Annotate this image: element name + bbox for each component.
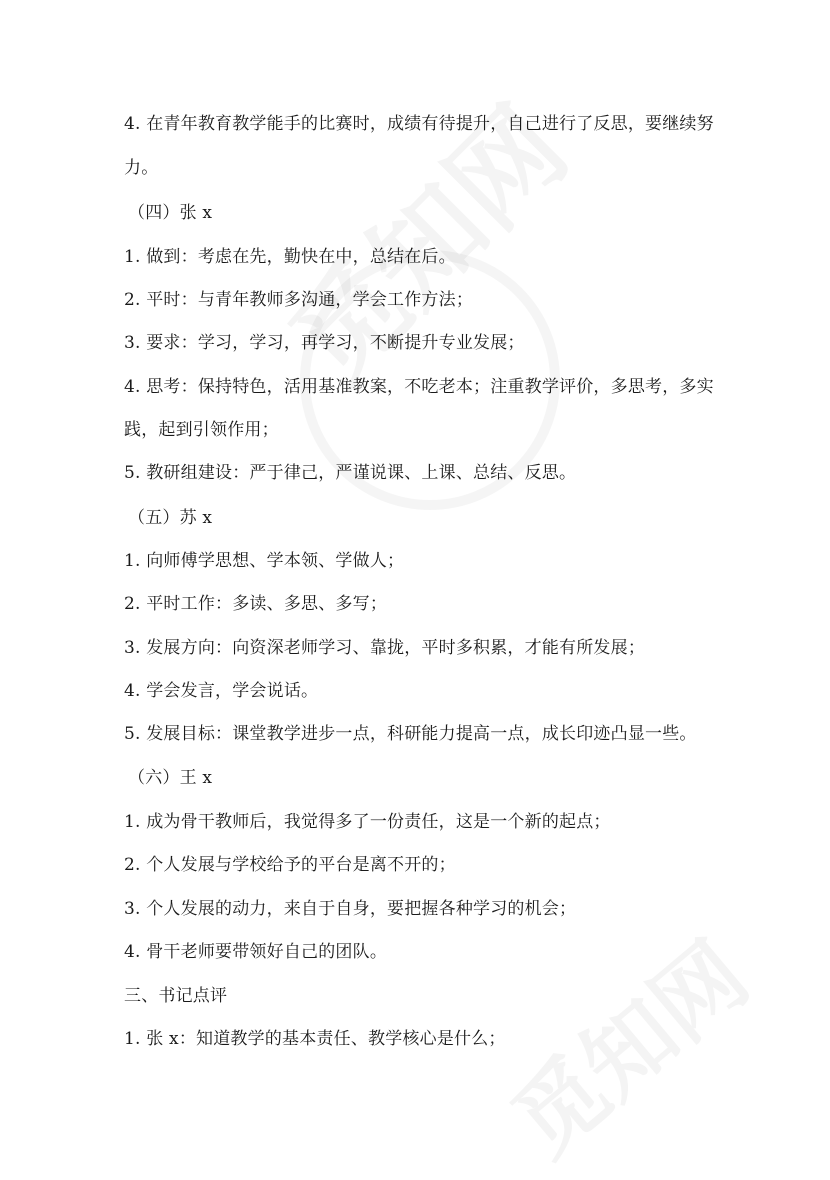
paragraph-line: 力。 bbox=[124, 158, 159, 178]
paragraph-line: 4. 在青年教育教学能手的比赛时，成绩有待提升，自己进行了反思，要继续努 bbox=[124, 114, 714, 134]
section-heading: （六）王 x bbox=[128, 768, 213, 788]
list-item: 1. 成为骨干教师后，我觉得多了一份责任，这是一个新的起点； bbox=[124, 812, 611, 832]
list-item: 1. 做到：考虑在先，勤快在中，总结在后。 bbox=[124, 247, 456, 267]
watermark bbox=[480, 906, 770, 1179]
section-heading: 三、书记点评 bbox=[124, 986, 228, 1006]
list-item: 2. 个人发展与学校给予的平台是离不开的； bbox=[124, 855, 456, 875]
list-item-continuation: 践，起到引领作用； bbox=[124, 420, 279, 440]
list-item: 2. 平时工作：多读、多思、多写； bbox=[124, 594, 388, 614]
list-item: 3. 个人发展的动力，来自于自身，要把握各种学习的机会； bbox=[124, 899, 577, 919]
list-item: 1. 张 x：知道教学的基本责任、教学核心是什么； bbox=[124, 1029, 506, 1049]
section-heading: （五）苏 x bbox=[128, 508, 213, 528]
list-item: 1. 向师傅学思想、学本领、学做人； bbox=[124, 551, 405, 571]
list-item: 4. 骨干老师要带领好自己的团队。 bbox=[124, 942, 388, 962]
section-heading: （四）张 x bbox=[128, 203, 213, 223]
list-item: 3. 要求：学习，学习，再学习，不断提升专业发展； bbox=[124, 333, 525, 353]
list-item: 4. 思考：保持特色，活用基准教案，不吃老本；注重教学评价，多思考，多实 bbox=[124, 377, 714, 397]
list-item: 2. 平时：与青年教师多沟通，学会工作方法； bbox=[124, 290, 474, 310]
list-item: 5. 发展目标：课堂教学进步一点，科研能力提高一点，成长印迹凸显一些。 bbox=[124, 724, 697, 744]
list-item: 3. 发展方向：向资深老师学习、靠拢，平时多积累，才能有所发展； bbox=[124, 638, 646, 658]
list-item: 4. 学会发言，学会说话。 bbox=[124, 681, 319, 701]
list-item: 5. 教研组建设：严于律己，严谨说课、上课、总结、反思。 bbox=[124, 463, 577, 483]
